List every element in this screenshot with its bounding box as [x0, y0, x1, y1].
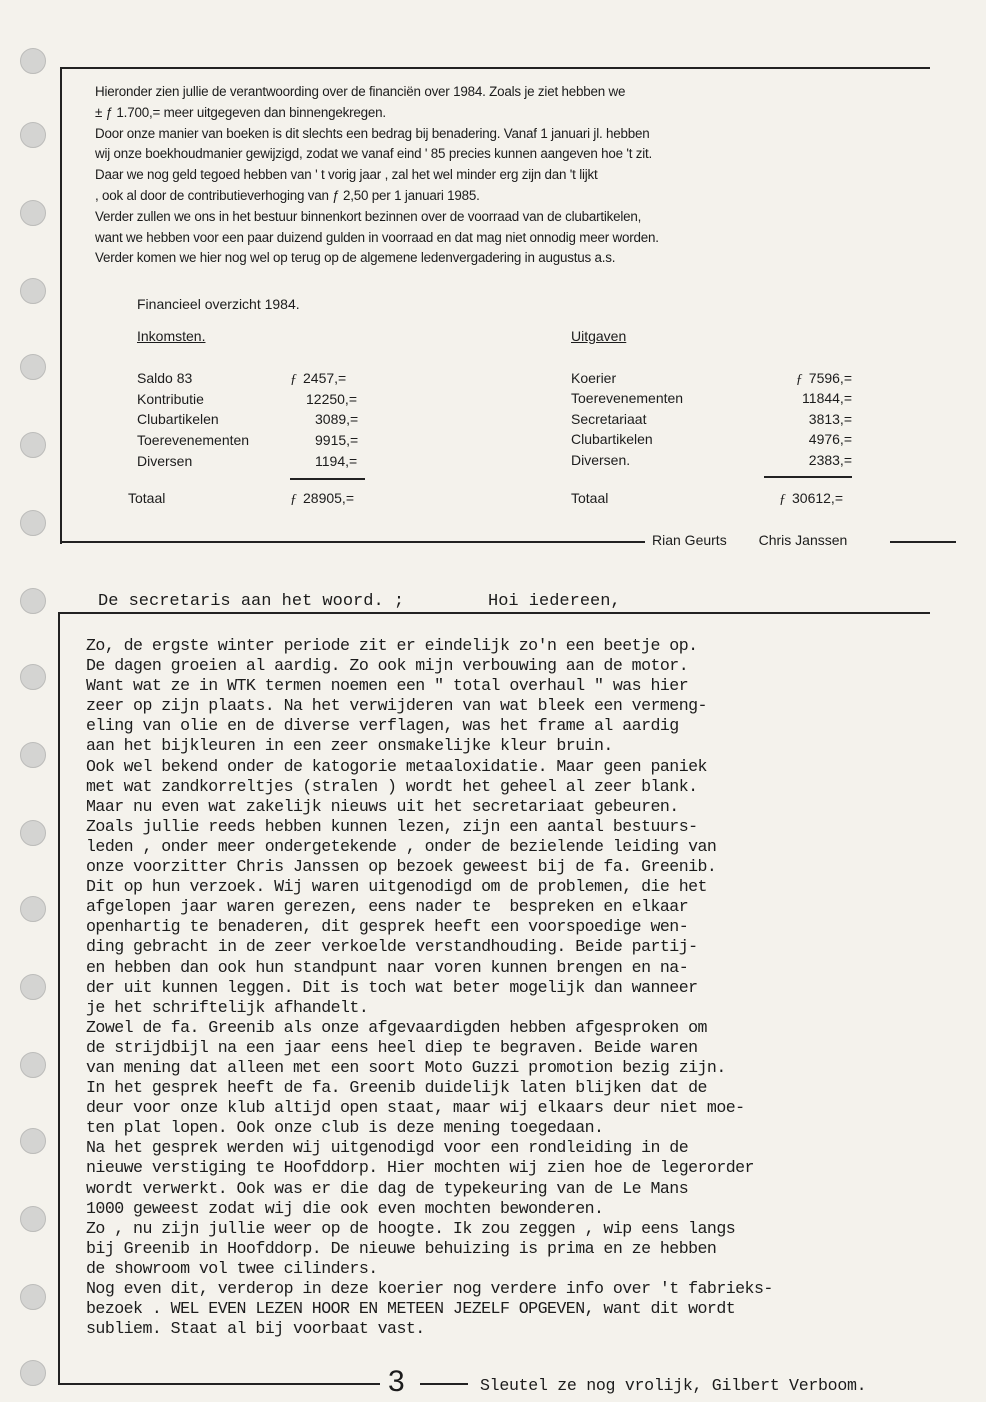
expense-total-label: Totaal	[571, 490, 609, 506]
finance-box-bottom-rule	[60, 541, 645, 543]
income-total-amount: 28905,=	[303, 490, 354, 506]
overview-title: Financieel overzicht 1984.	[137, 296, 300, 312]
intro-line: Daar we nog geld tegoed hebben van ' t vorig jaar , zal het wel minder erg zijn dan 't lijkt	[95, 167, 598, 183]
intro-line: wij onze boekhoudmanier gewijzigd, zodat we vanaf eind ' 85 precies kunnen aangeven hoe 't zit.	[95, 146, 653, 162]
currency-symbol: ƒ	[290, 372, 297, 387]
expense-total-amount: 30612,=	[792, 490, 843, 506]
binder-hole	[20, 510, 46, 536]
income-value: 3089,=	[315, 411, 359, 427]
expense-value: 4976,=	[808, 431, 852, 447]
secretary-box-bottom-rule-end	[420, 1383, 468, 1385]
expense-sum-rule	[764, 476, 852, 478]
income-header: Inkomsten.	[137, 328, 206, 344]
secretary-heading: De secretaris aan het woord. ;	[98, 592, 405, 611]
intro-line: want we hebben voor een paar duizend gulden in voorraad en dat mag niet onnodig meer worden.	[95, 229, 659, 245]
income-amount: 2457,=	[303, 370, 347, 386]
page-number: 3	[388, 1365, 405, 1398]
expense-label: Secretariaat	[571, 411, 647, 427]
income-value: 12250,=	[306, 391, 357, 407]
binder-hole	[20, 1284, 46, 1310]
secretary-greeting: Hoi iedereen,	[488, 592, 621, 611]
income-label: Clubartikelen	[137, 411, 219, 427]
binder-hole	[20, 896, 46, 922]
binder-hole	[20, 200, 46, 226]
income-total-value	[290, 490, 354, 508]
secretary-letter-body: Zo, de ergste winter periode zit er eindelijk zo'n een beetje op. De dagen groeien al aardig. Zo ook mijn verbouwing aan de motor. Want wat ze in WTK termen noemen een " total overhaul " was hier zeer op zijn plaats. Na het verwijderen van wat bleek een vermeng- eling van olie en de diverse verflagen, was het frame al aardig aan het bijkleuren in een zeer onsmakelijke kleur bruin. Ook wel bekend onder de katogorie metaaloxidatie. Maar geen paniek met wat zandkorreltjes (stralen ) wordt het geheel al zeer blank. Maar nu even wat zakelijk nieuws uit het secretariaat gebeuren. Zoals jullie reeds hebben kunnen lezen, zijn een aantal bestuurs- leden , onder meer ondergetekende , onder de bezielende leiding van onze voorzitter Chris Janssen op bezoek geweest bij de fa. Greenib. Dit op hun verzoek. Wij waren uitgenodigd om de problemen, die het afgelopen jaar waren gerezen, eens nader te bespreken en elkaar openhartig te benaderen, dit gesprek heeft een voorspoedige wen- ding gebracht in de zeer verkoelde verstandhouding. Beide partij- en hebben dan ook hun standpunt naar voren kunnen brengen en na- der uit kunnen leggen. Dit is toch wat beter mogelijk dan wanneer je het schriftelijk afhandelt. Zowel de fa. Greenib als onze afgevaardigden hebben afgesproken om de strijdbijl na een jaar eens heel diep te begraven. Beide waren van mening dat alleen met een soort Moto Guzzi promotion bezig zijn. In het gesprek heeft de fa. Greenib duidelijk laten blijken dat de deur voor onze klub altijd open staat, maar wij elkaars deur niet moe- ten plat lopen. Ook onze club is deze mening toegedaan. Na het gesprek werden wij uitgenodigd voor een rondleiding in de nieuwe verstiging te Hoofddorp. Hier mochten wij zien hoe de legerorder wordt verwerkt. Ook was er die dag de typekeuring van de Le Mans 1000 geweest zodat wij die ook even mochten bewonderen. Zo , nu zijn jullie weer op de hoogte. Ik zou zeggen , wip eens langs bij Greenib in Hoofddorp. De nieuwe behuizing is prima en ze hebben de showroom vol twee cilinders. Nog even dit, verderop in deze koerier nog verdere info over 't fabrieks- bezoek . WEL EVEN LEZEN HOOR EN METEEN JEZELF OPGEVEN, want dit wordt subliem. Staat al bij voorbaat vast.	[86, 636, 773, 1339]
secretary-box-bottom-rule	[58, 1383, 380, 1385]
expense-label: Clubartikelen	[571, 431, 653, 447]
expense-label: Toerevenementen	[571, 390, 684, 406]
income-value: 9915,=	[315, 432, 359, 448]
income-label: Toerevenementen	[137, 432, 250, 448]
intro-line: Door onze manier van boeken is dit slechts een bedrag bij benadering. Vanaf 1 januari jl. hebben	[95, 125, 650, 141]
intro-line: Verder komen we hier nog wel op terug op de algemene ledenvergadering in augustus a.s.	[95, 250, 616, 266]
binder-hole	[20, 354, 46, 380]
intro-line: , ook al door de contributieverhoging van ƒ 2,50 per 1 januari 1985.	[95, 187, 480, 203]
expense-header: Uitgaven	[571, 328, 627, 344]
expense-label: Koerier	[571, 370, 617, 386]
expense-label: Diversen.	[571, 452, 631, 468]
expense-value: 3813,=	[808, 411, 852, 427]
binder-hole	[20, 820, 46, 846]
secretary-closing: Sleutel ze nog vrolijk, Gilbert Verboom.	[480, 1376, 867, 1395]
binder-hole	[20, 1206, 46, 1232]
intro-line: Verder zullen we ons in het bestuur binnenkort bezinnen over de voorraad van de clubartikelen,	[95, 208, 642, 224]
income-total-label: Totaal	[128, 490, 166, 506]
income-value	[290, 368, 370, 388]
finance-signatures	[652, 532, 875, 548]
income-label: Diversen	[137, 453, 193, 469]
expense-value	[760, 368, 852, 388]
intro-line: Hieronder zien jullie de verantwoording over de financiën over 1984. Zoals je ziet hebben we	[95, 84, 626, 99]
binder-holes	[20, 48, 50, 1398]
expense-value: 11844,=	[802, 390, 852, 406]
currency-symbol: ƒ	[290, 492, 297, 507]
binder-hole	[20, 664, 46, 690]
currency-symbol: ƒ	[779, 492, 786, 507]
expense-value: 2383,=	[808, 452, 852, 468]
intro-line: ± ƒ 1.700,= meer uitgegeven dan binnengekregen.	[95, 104, 386, 120]
income-value: 1194,=	[315, 453, 358, 469]
binder-hole	[20, 1360, 46, 1386]
binder-hole	[20, 588, 46, 614]
binder-hole	[20, 122, 46, 148]
binder-hole	[20, 974, 46, 1000]
finance-box-bottom-rule-end	[890, 541, 956, 543]
income-sum-rule	[290, 478, 365, 480]
binder-hole	[20, 48, 46, 74]
finance-intro	[95, 82, 905, 269]
expense-amount: 7596,=	[808, 370, 852, 386]
expense-total-value	[779, 490, 843, 508]
binder-hole	[20, 432, 46, 458]
binder-hole	[20, 1128, 46, 1154]
binder-hole	[20, 742, 46, 768]
signer-name: Chris Janssen	[758, 532, 848, 548]
income-label: Kontributie	[137, 391, 204, 407]
binder-hole	[20, 1052, 46, 1078]
currency-symbol: ƒ	[795, 372, 803, 387]
binder-hole	[20, 278, 46, 304]
signer-name: Rian Geurts	[652, 532, 727, 548]
income-label: Saldo 83	[137, 370, 193, 386]
